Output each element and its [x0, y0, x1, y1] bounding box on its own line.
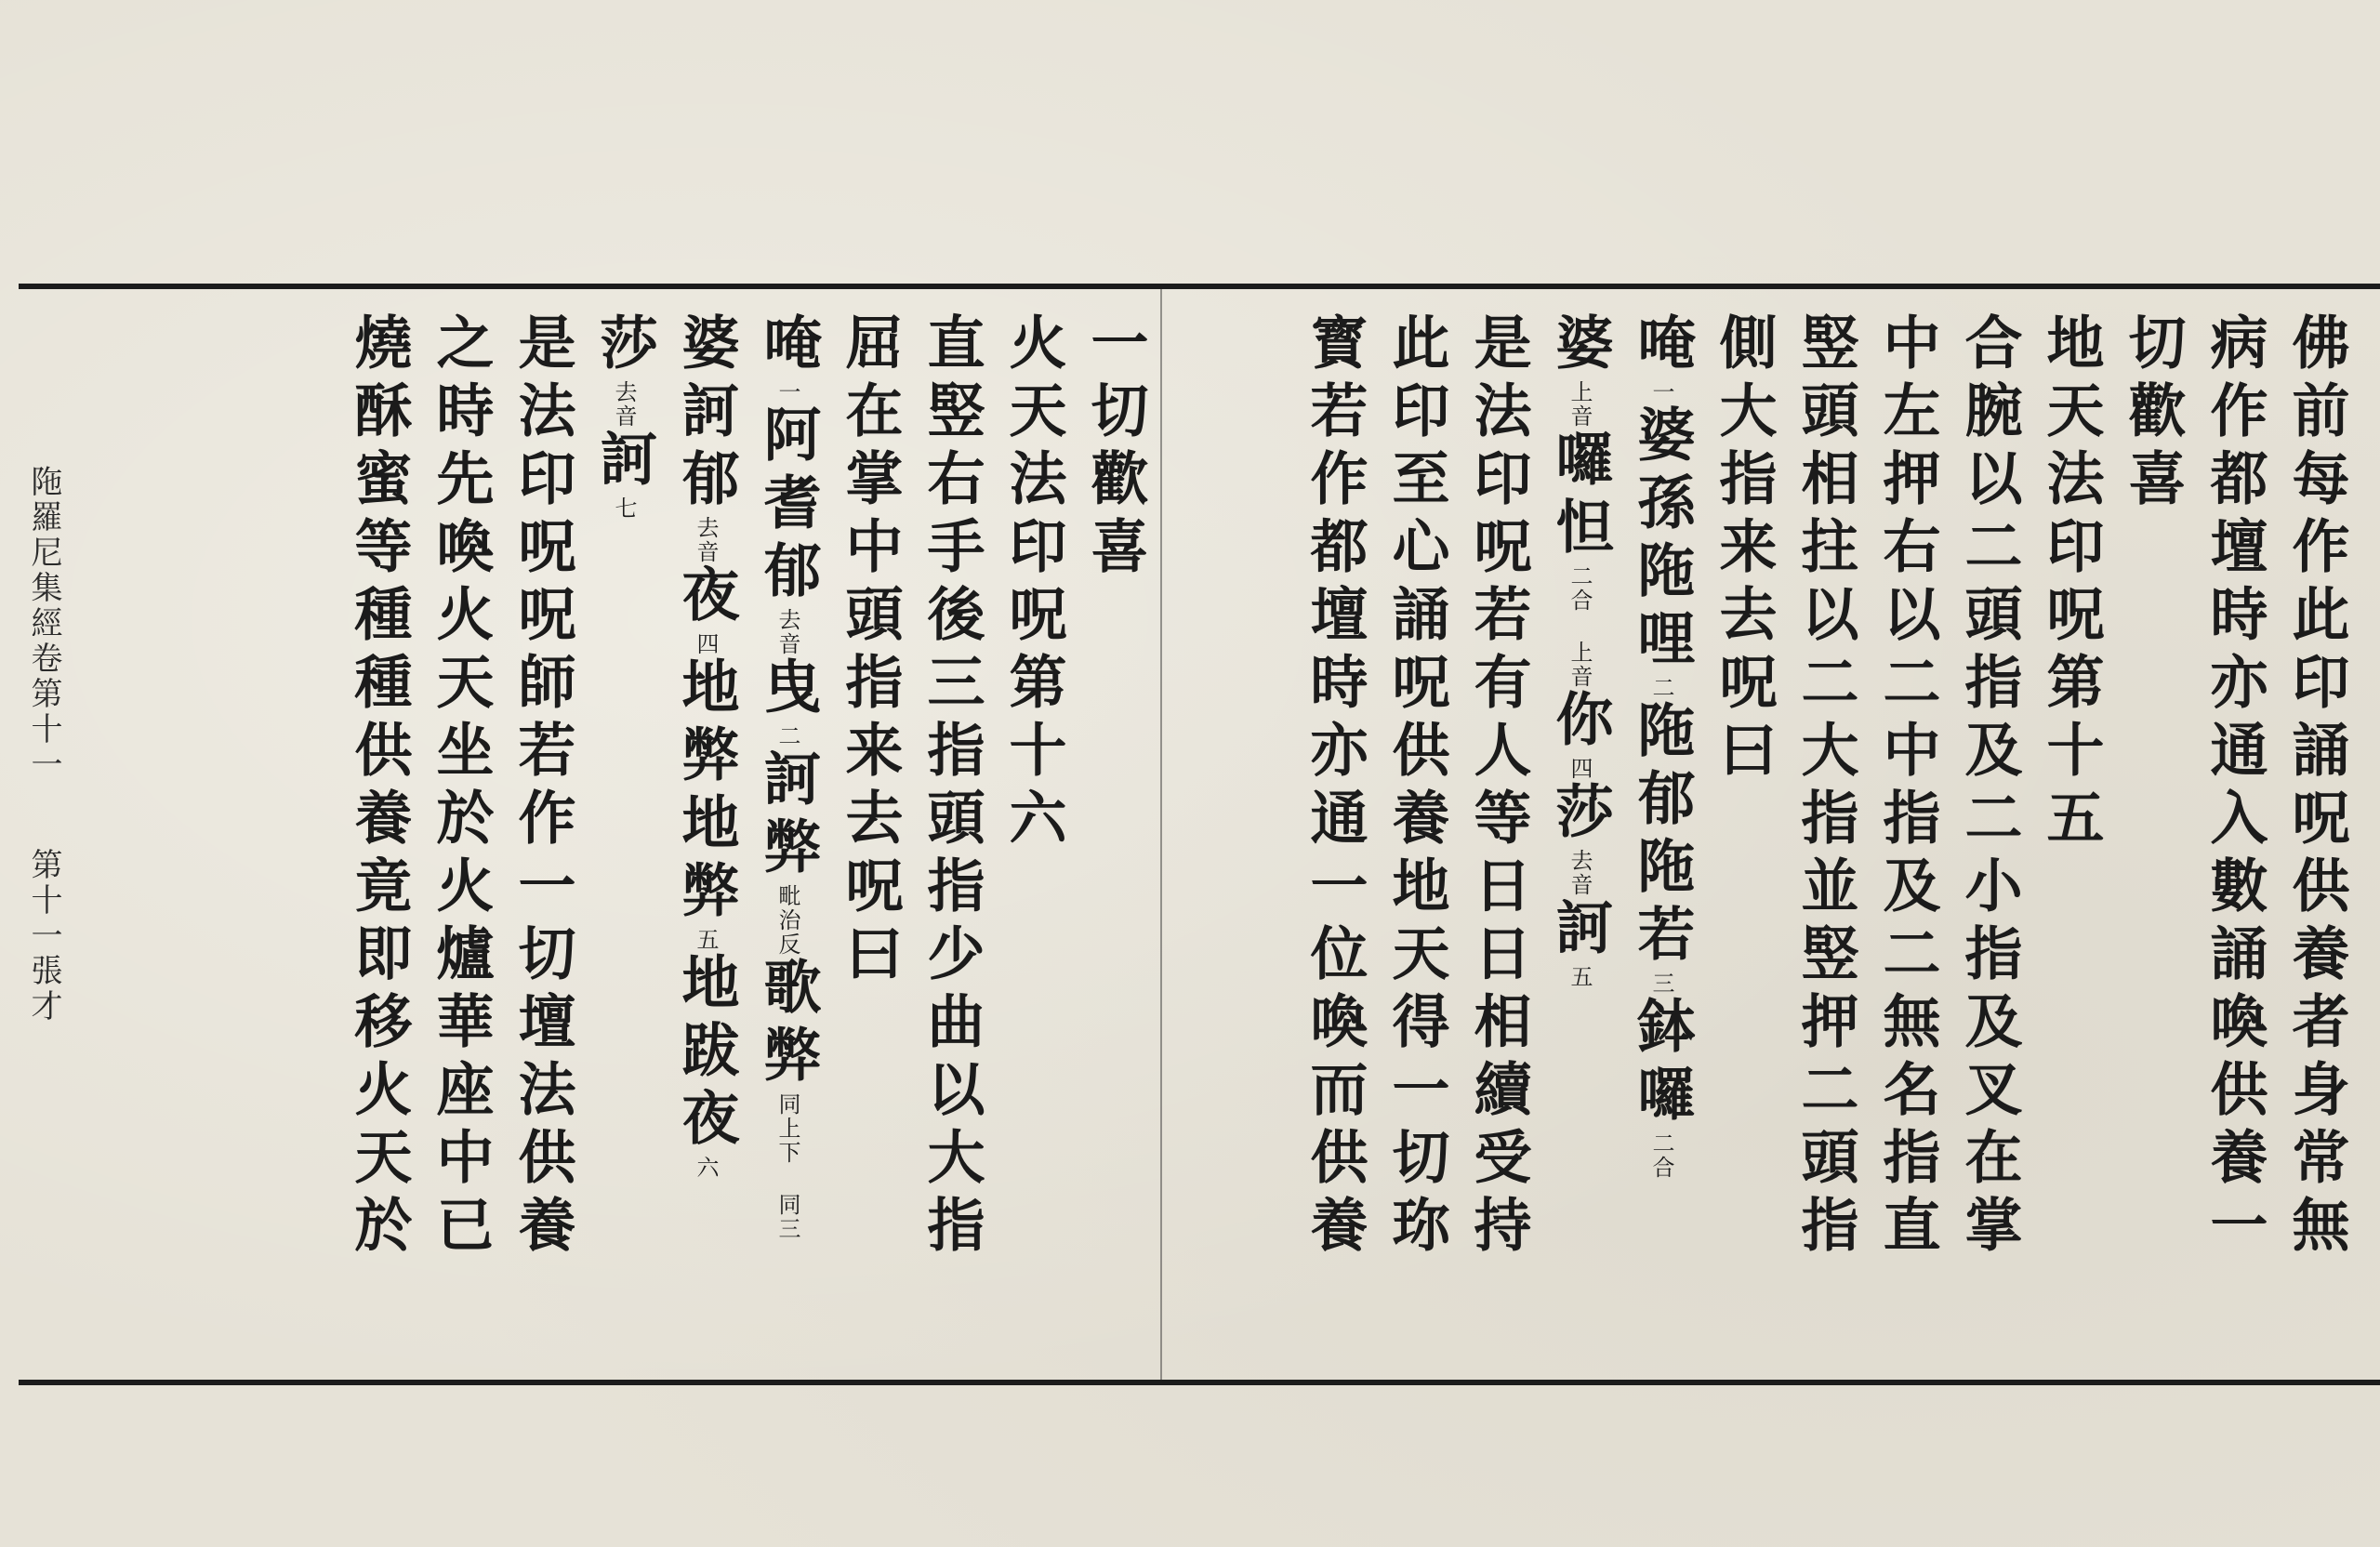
column-text: 中左押右以二中指及二無名指直 [1873, 312, 1941, 1263]
text-column [1792, 312, 1859, 1363]
column-text: 寳若作都壇時亦通一位喚而供養 [1301, 312, 1368, 1263]
mantra-text: 鉢囉 [1628, 996, 1696, 1131]
text-column [836, 312, 904, 1363]
annotation-note: 去音 [693, 516, 719, 564]
mantra-text: 地跋夜 [672, 952, 740, 1156]
page-number: 第十一張 [25, 848, 62, 989]
annotation-note: 二合 [1648, 1131, 1674, 1180]
text-column [345, 312, 413, 1363]
mantra-text: 訶 [1546, 897, 1614, 965]
annotation-note: 同上下 同三 [774, 1092, 800, 1241]
mantra-text: 唵 [754, 312, 822, 380]
column-text: 是法印呪呪師若作一切壇法供養 [509, 312, 576, 1263]
mantra-text: 阿耆郁 [754, 404, 822, 608]
column-text: 是法印呪若有人等日日相續受持 [1464, 312, 1532, 1263]
annotation-note: 毗治反 [774, 884, 800, 957]
mantra-text: 曳 [754, 656, 822, 724]
text-column [509, 312, 576, 1363]
mantra-column [672, 312, 740, 1363]
text-column [1710, 312, 1778, 1363]
annotation-note: 去音 [611, 380, 637, 429]
mantra-column [590, 312, 658, 1363]
bottom-border-rule [19, 1380, 2380, 1385]
column-text: 佛前每作此印誦呪供養者身常無 [2282, 312, 2350, 1263]
column-text: 燒酥蜜等種種供養竟即移火天於 [345, 312, 413, 1263]
mantra-text: 婆 [1546, 312, 1614, 380]
annotation-note: 上音 [1567, 380, 1593, 429]
mantra-text: 婆訶郁 [672, 312, 740, 516]
column-text: 地天法印呪第十五 [2037, 312, 2105, 855]
mantra-text: 歌弊 [754, 957, 822, 1092]
column-text: 之時先喚火天坐於火爐華座中已 [427, 312, 495, 1263]
text-column [918, 312, 985, 1363]
column-text: 一切歡喜 [1081, 312, 1149, 584]
annotation-note: 二 [774, 724, 800, 748]
column-text: 切歡喜 [2119, 312, 2187, 516]
text-column [1464, 312, 1532, 1363]
colophon [25, 465, 62, 1025]
column-text: 合腕以二頭指及二小指及叉在掌 [1955, 312, 2023, 1263]
annotation-note: 四 [693, 632, 719, 656]
column-text: 側大指来去呪曰 [1710, 312, 1778, 787]
text-column [1301, 312, 1368, 1363]
mantra-column [1546, 312, 1614, 1363]
text-column [1873, 312, 1941, 1363]
text-column [1382, 312, 1450, 1363]
annotation-note: 一 [1648, 380, 1674, 404]
column-text: 火天法印呪第十六 [999, 312, 1067, 855]
annotation-note: 五 [693, 928, 719, 952]
column-text: 屈在掌中頭指来去呪曰 [836, 312, 904, 991]
annotation-note: 二 [1648, 676, 1674, 700]
annotation-note: 七 [611, 496, 637, 521]
column-text: 竪頭相拄以二大指並竪押二頭指 [1792, 312, 1859, 1263]
annotation-note: 一 [774, 380, 800, 404]
text-column [2201, 312, 2268, 1363]
annotation-note: 四 [1567, 757, 1593, 781]
mantra-text: 訶 [590, 429, 658, 496]
text-column [1081, 312, 1149, 1363]
mantra-column [754, 312, 822, 1363]
mantra-text: 陁郁陁若 [1628, 700, 1696, 972]
mantra-text: 夜 [672, 564, 740, 632]
mantra-text: 莎 [1546, 781, 1614, 849]
column-text: 此印至心誦呪供養地天得一切珎 [1382, 312, 1450, 1263]
text-column [2037, 312, 2105, 1363]
text-column [2282, 312, 2350, 1363]
annotation-note: 去音 [1567, 849, 1593, 897]
mantra-column [1628, 312, 1696, 1363]
mantra-text: 訶弊 [754, 748, 822, 884]
column-text: 病作都壇時亦通入數誦喚供養一 [2201, 312, 2268, 1263]
text-column [1955, 312, 2023, 1363]
mantra-text: 唵 [1628, 312, 1696, 380]
text-column [999, 312, 1067, 1363]
annotation-note: 二合 上音 [1567, 564, 1593, 689]
mantra-text: 婆孫陁哩 [1628, 404, 1696, 676]
annotation-note: 五 [1567, 965, 1593, 989]
text-column [2119, 312, 2187, 1363]
mantra-text: 囉怛 [1546, 429, 1614, 564]
carver-mark: 才 [25, 989, 62, 1025]
annotation-note: 去音 [774, 608, 800, 656]
mantra-text: 地弊地弊 [672, 656, 740, 928]
annotation-note: 三 [1648, 972, 1674, 996]
center-fold-line [1160, 289, 1162, 1380]
text-column [427, 312, 495, 1363]
colophon-title: 陁羅尼集經卷第十一 [25, 465, 62, 783]
annotation-note: 六 [693, 1156, 719, 1180]
mantra-text: 莎 [590, 312, 658, 380]
column-text: 直竪右手後三指頭指少曲以大指 [918, 312, 985, 1263]
top-border-rule [19, 284, 2380, 289]
mantra-text: 你 [1546, 689, 1614, 757]
